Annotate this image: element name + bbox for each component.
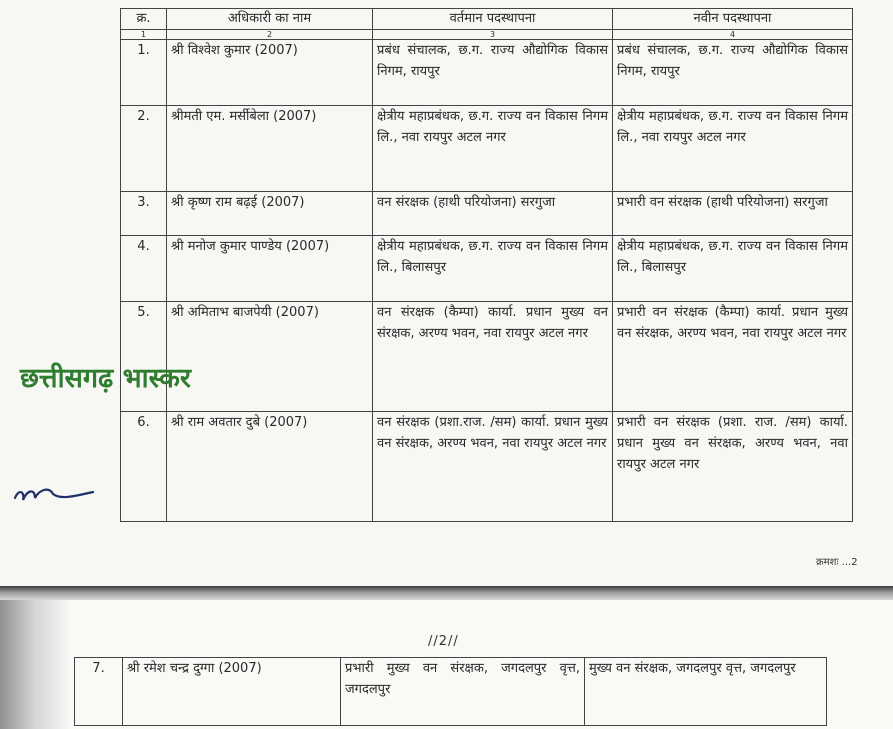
column-number: 1: [121, 30, 167, 40]
table-row: [121, 40, 853, 106]
row-current-posting: वन संरक्षक (हाथी परियोजना) सरगुजा: [373, 192, 613, 236]
row-officer-name: श्री राम अवतार दुबे (2007): [167, 412, 373, 522]
header-new-posting: नवीन पदस्थापना: [613, 9, 853, 30]
column-number: 4: [613, 30, 853, 40]
table-row: [121, 412, 853, 522]
row-officer-name: श्री कृष्ण राम बढ़ई (2007): [167, 192, 373, 236]
row-new-posting: क्षेत्रीय महाप्रबंधक, छ.ग. राज्य वन विकास निगम लि., नवा रायपुर अटल नगर: [613, 106, 853, 192]
header-sn: क्र.: [121, 9, 167, 30]
posting-table: [120, 8, 853, 522]
header-officer-name: अधिकारी का नाम: [167, 9, 373, 30]
row-officer-name: श्री विश्वेश कुमार (2007): [167, 40, 373, 106]
row-officer-name: श्री मनोज कुमार पाण्डेय (2007): [167, 236, 373, 302]
row-current-posting: प्रभारी मुख्य वन संरक्षक, जगदलपुर वृत्त, जगदलपुर: [341, 658, 585, 726]
row-new-posting: प्रभारी वन संरक्षक (प्रशा. राज. /सम) कार्या. प्रधान मुख्य वन संरक्षक, अरण्य भवन, नवा रायपुर अटल नगर: [613, 412, 853, 522]
row-new-posting: प्रभारी वन संरक्षक (हाथी परियोजना) सरगुजा: [613, 192, 853, 236]
row-new-posting: प्रबंध संचालक, छ.ग. राज्य औद्योगिक विकास निगम, रायपुर: [613, 40, 853, 106]
table-header-row: [121, 9, 853, 30]
column-number: 3: [373, 30, 613, 40]
continuation-note: क्रमशः ...2: [816, 557, 858, 568]
table-row: [121, 302, 853, 412]
row-sn: 3.: [121, 192, 167, 236]
signature-mark: [5, 470, 100, 515]
table-row: [121, 106, 853, 192]
row-current-posting: प्रबंध संचालक, छ.ग. राज्य औद्योगिक विकास निगम, रायपुर: [373, 40, 613, 106]
page-shadow: [0, 600, 70, 729]
row-sn: 4.: [121, 236, 167, 302]
row-officer-name: श्री रमेश चन्द्र दुग्गा (2007): [123, 658, 341, 726]
row-new-posting: प्रभारी वन संरक्षक (कैम्पा) कार्या. प्रधान मुख्य वन संरक्षक, अरण्य भवन, नवा रायपुर अटल नगर: [613, 302, 853, 412]
row-new-posting: क्षेत्रीय महाप्रबंधक, छ.ग. राज्य वन विकास निगम लि., बिलासपुर: [613, 236, 853, 302]
row-sn: 1.: [121, 40, 167, 106]
posting-table-continued: [74, 657, 827, 726]
row-officer-name: श्री अमिताभ बाजपेयी (2007): [167, 302, 373, 412]
watermark-logo-text: छत्तीसगढ़ भास्कर: [20, 363, 191, 394]
row-sn: 6.: [121, 412, 167, 522]
row-officer-name: श्रीमती एम. मर्सीबेला (2007): [167, 106, 373, 192]
row-sn: 5.: [121, 302, 167, 412]
column-number: 2: [167, 30, 373, 40]
row-current-posting: वन संरक्षक (प्रशा.राज. /सम) कार्या. प्रधान मुख्य वन संरक्षक, अरण्य भवन, नवा रायपुर अटल नगर: [373, 412, 613, 522]
column-number-row: [121, 30, 853, 40]
table-row: [121, 236, 853, 302]
row-new-posting: मुख्य वन संरक्षक, जगदलपुर वृत्त, जगदलपुर: [585, 658, 827, 726]
table-row: [121, 192, 853, 236]
row-current-posting: क्षेत्रीय महाप्रबंधक, छ.ग. राज्य वन विकास निगम लि., नवा रायपुर अटल नगर: [373, 106, 613, 192]
row-current-posting: वन संरक्षक (कैम्पा) कार्या. प्रधान मुख्य वन संरक्षक, अरण्य भवन, नवा रायपुर अटल नगर: [373, 302, 613, 412]
row-sn: 2.: [121, 106, 167, 192]
page-number: //2//: [428, 634, 459, 649]
row-sn: 7.: [75, 658, 123, 726]
header-current-posting: वर्तमान पदस्थापना: [373, 9, 613, 30]
table-row: [75, 658, 827, 726]
row-current-posting: क्षेत्रीय महाप्रबंधक, छ.ग. राज्य वन विकास निगम लि., बिलासपुर: [373, 236, 613, 302]
